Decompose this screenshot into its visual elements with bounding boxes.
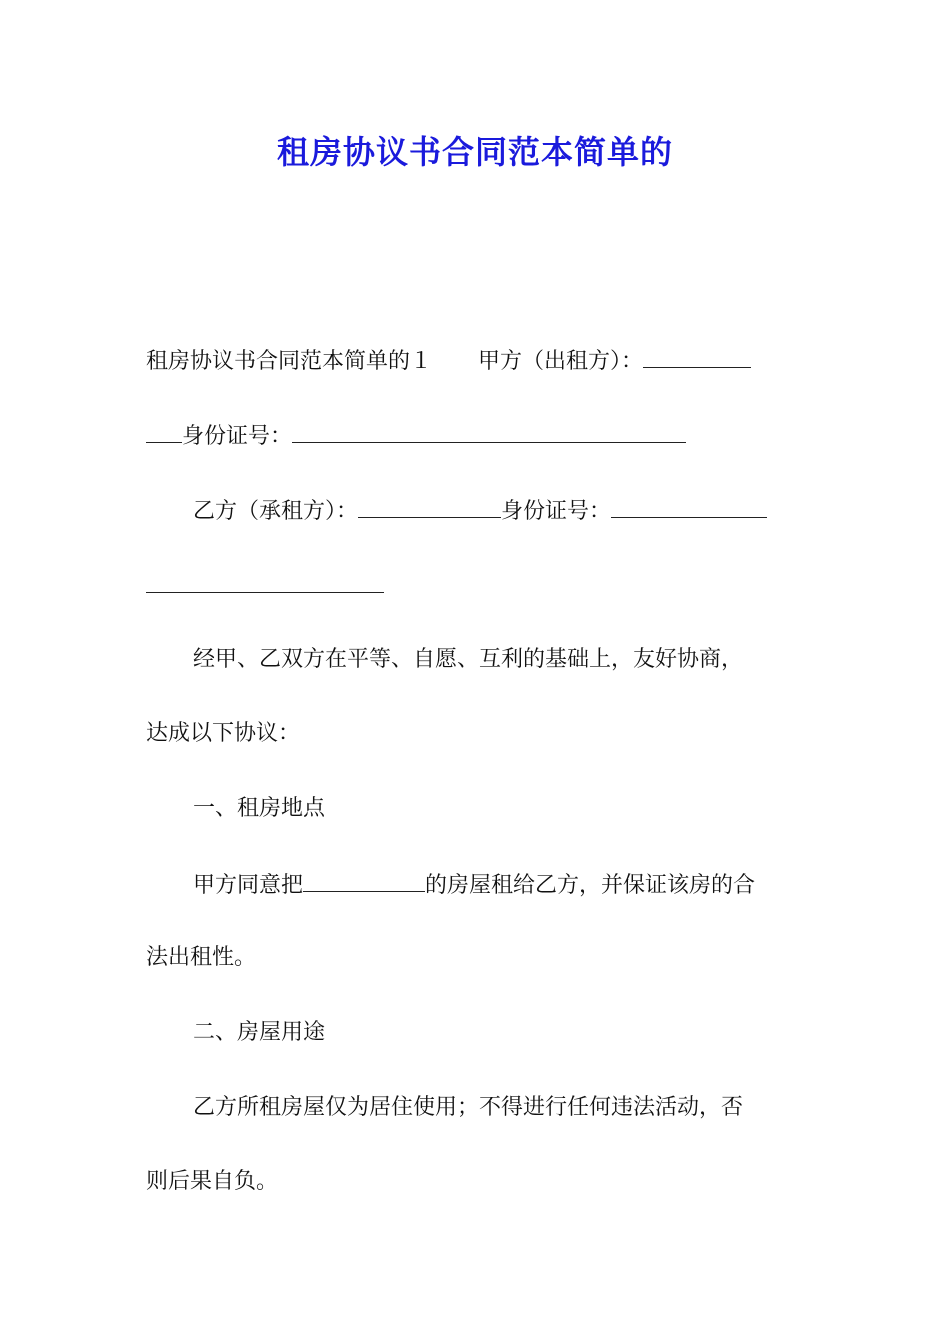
section-1-text-b: 的房屋租给乙方，并保证该房的合 <box>425 873 756 898</box>
party-a-name-blank-continued[interactable] <box>146 420 182 443</box>
party-b-id-blank-continued[interactable] <box>146 570 384 593</box>
party-b-line <box>193 495 806 527</box>
section-1-text-a: 甲方同意把 <box>193 873 304 898</box>
party-a-line <box>146 345 806 377</box>
party-b-id-continued-line <box>146 570 806 602</box>
party-b-name-blank[interactable] <box>358 495 501 518</box>
intro-paragraph-line-1: 经甲、乙双方在平等、自愿、互利的基础上，友好协商， <box>193 647 744 672</box>
section-1-text-line-1 <box>193 869 806 901</box>
party-a-name-blank[interactable] <box>643 345 751 368</box>
party-a-id-label: 身份证号： <box>182 424 293 449</box>
party-b-label: 乙方（承租方）： <box>193 499 359 524</box>
party-a-id-line <box>146 420 806 452</box>
party-b-id-label: 身份证号： <box>501 499 612 524</box>
section-1-text-line-2: 法出租性。 <box>146 945 257 970</box>
document-reference: 租房协议书合同范本简单的１ <box>146 349 433 374</box>
intro-paragraph-line-2: 达成以下协议： <box>146 721 301 746</box>
section-1-heading: 一、租房地点 <box>193 796 326 821</box>
party-b-id-blank[interactable] <box>611 495 767 518</box>
party-a-id-blank[interactable] <box>292 420 686 443</box>
party-a-label: 甲方（出租方）： <box>478 349 644 374</box>
property-address-blank[interactable] <box>303 869 425 892</box>
section-2-text-line-2: 则后果自负。 <box>146 1169 279 1194</box>
section-2-text-line-1: 乙方所租房屋仅为居住使用；不得进行任何违法活动，否 <box>193 1095 744 1120</box>
section-2-heading: 二、房屋用途 <box>193 1020 326 1045</box>
document-title: 租房协议书合同范本简单的 <box>276 133 673 171</box>
